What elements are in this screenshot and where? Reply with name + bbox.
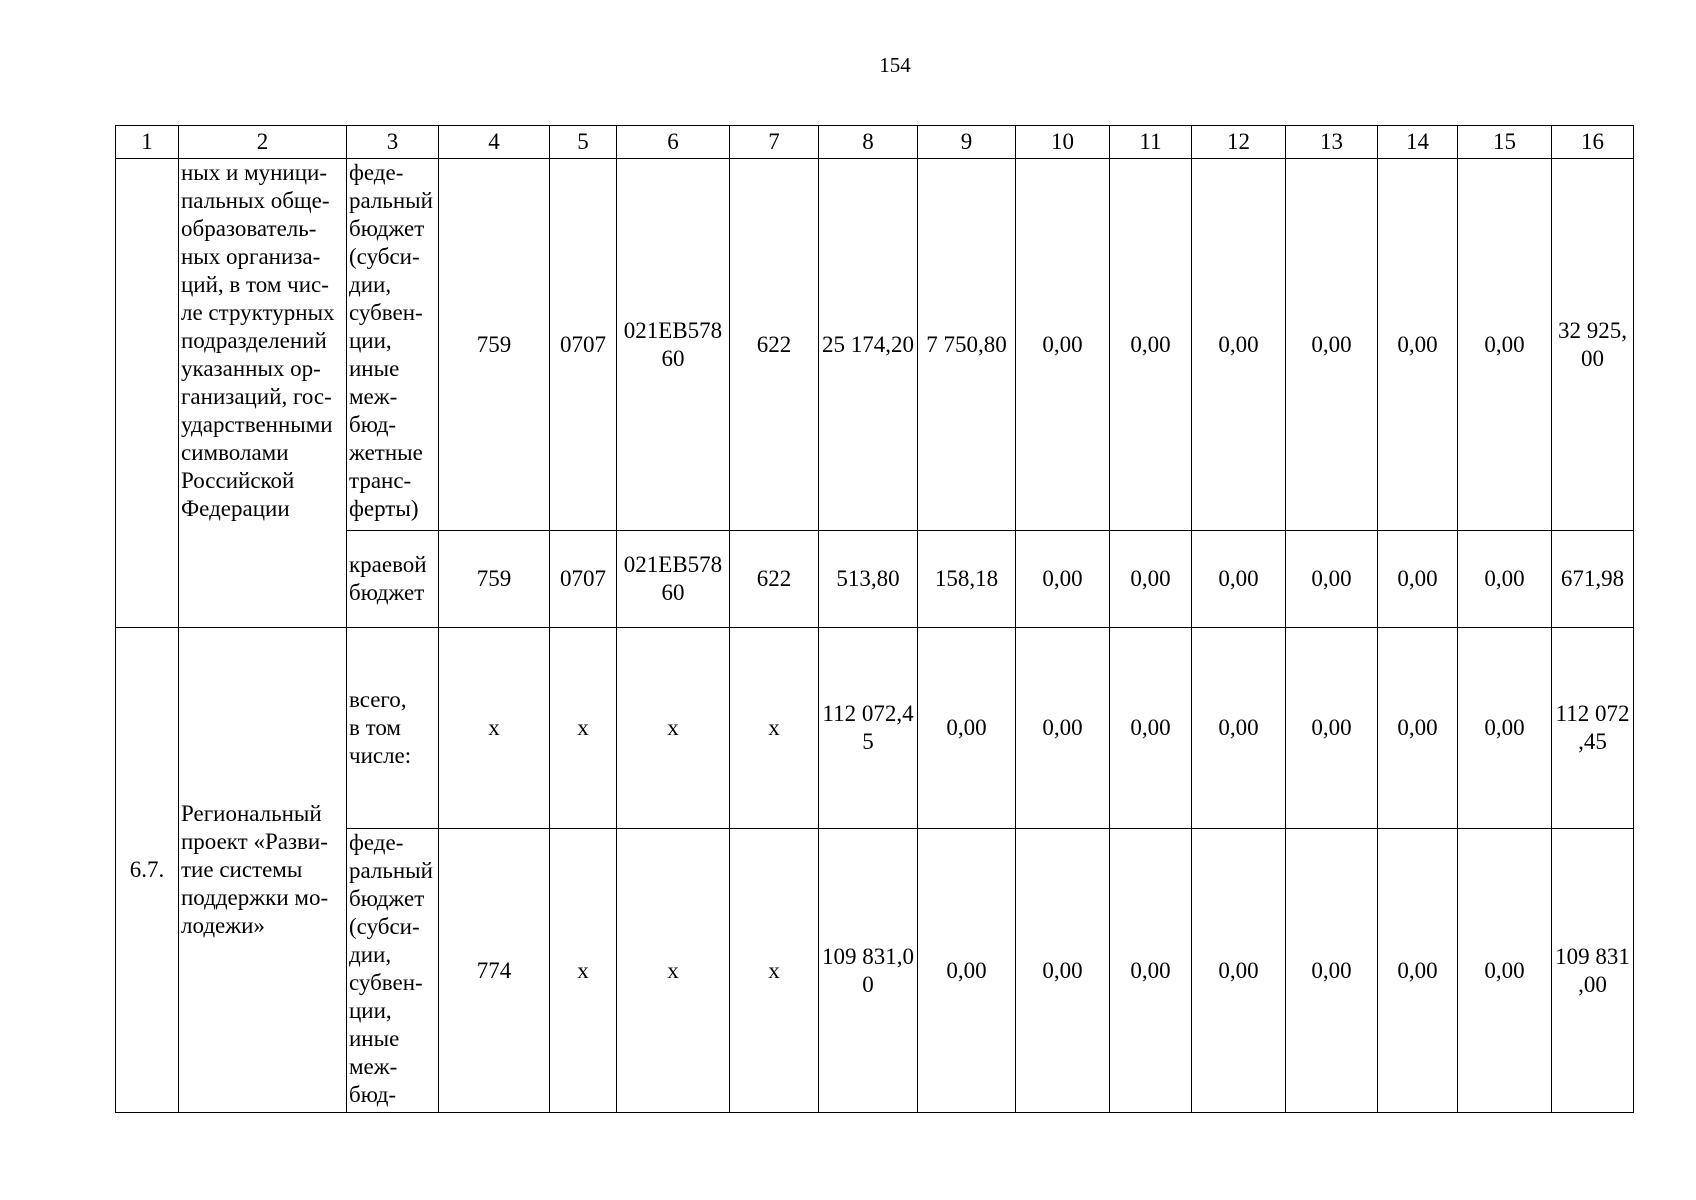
amount-cell: 0,00 xyxy=(1110,829,1192,1113)
amount-cell: 0,00 xyxy=(1016,159,1110,531)
amount-cell: 0,00 xyxy=(1378,628,1458,829)
page-number: 154 xyxy=(879,53,911,77)
header-cell: 5 xyxy=(550,126,617,159)
amount-cell: 0,00 xyxy=(918,829,1016,1113)
amount-cell: 0,00 xyxy=(1378,829,1458,1113)
funding-source-cell: феде- ральный бюджет (субси- дии, субвен- ции, иные меж- бюд- xyxy=(347,829,439,1113)
code-cell: 759 xyxy=(439,159,550,531)
amount-cell: 0,00 xyxy=(1016,531,1110,628)
row-number-cell xyxy=(116,159,179,628)
header-cell: 13 xyxy=(1286,126,1378,159)
code-cell: х xyxy=(550,829,617,1113)
amount-cell: 0,00 xyxy=(918,628,1016,829)
amount-cell: 158,18 xyxy=(918,531,1016,628)
funding-source-cell: всего, в том числе: xyxy=(347,628,439,829)
amount-cell: 109 831,0 0 xyxy=(819,829,918,1113)
amount-cell: 0,00 xyxy=(1286,531,1378,628)
code-cell: х xyxy=(730,628,819,829)
amount-cell: 0,00 xyxy=(1110,159,1192,531)
amount-cell: 0,00 xyxy=(1286,829,1378,1113)
amount-cell: 513,80 xyxy=(819,531,918,628)
amount-cell: 112 072,4 5 xyxy=(819,628,918,829)
header-cell: 1 xyxy=(116,126,179,159)
amount-cell: 0,00 xyxy=(1286,628,1378,829)
header-cell: 12 xyxy=(1192,126,1286,159)
code-cell: х xyxy=(439,628,550,829)
table-row xyxy=(116,159,1634,531)
header-cell: 15 xyxy=(1458,126,1552,159)
total-cell: 671,98 xyxy=(1552,531,1634,628)
header-cell: 7 xyxy=(730,126,819,159)
code-cell: х xyxy=(617,628,730,829)
header-cell: 3 xyxy=(347,126,439,159)
code-cell: 774 xyxy=(439,829,550,1113)
amount-cell: 0,00 xyxy=(1458,531,1552,628)
amount-cell: 0,00 xyxy=(1458,628,1552,829)
amount-cell: 0,00 xyxy=(1458,159,1552,531)
code-cell: х xyxy=(730,829,819,1113)
header-cell: 9 xyxy=(918,126,1016,159)
header-cell: 6 xyxy=(617,126,730,159)
budget-table xyxy=(115,125,1634,1113)
amount-cell: 0,00 xyxy=(1458,829,1552,1113)
code-cell: х xyxy=(550,628,617,829)
code-cell: 021ЕВ578 60 xyxy=(617,531,730,628)
amount-cell: 25 174,20 xyxy=(819,159,918,531)
amount-cell: 0,00 xyxy=(1192,531,1286,628)
amount-cell: 0,00 xyxy=(1016,628,1110,829)
header-cell: 11 xyxy=(1110,126,1192,159)
header-cell: 8 xyxy=(819,126,918,159)
header-cell: 14 xyxy=(1378,126,1458,159)
row-number-cell: 6.7. xyxy=(116,628,179,1113)
measure-name-cell: Региональный проект «Разви- тие системы поддержки мо- лодежи» xyxy=(179,628,347,1113)
amount-cell: 0,00 xyxy=(1192,829,1286,1113)
table-row xyxy=(116,628,1634,829)
amount-cell: 0,00 xyxy=(1192,159,1286,531)
amount-cell: 0,00 xyxy=(1016,829,1110,1113)
amount-cell: 0,00 xyxy=(1378,531,1458,628)
amount-cell: 0,00 xyxy=(1110,531,1192,628)
amount-cell: 0,00 xyxy=(1378,159,1458,531)
table-header-row xyxy=(116,126,1634,159)
total-cell: 109 831 ,00 xyxy=(1552,829,1634,1113)
funding-source-cell: феде- ральный бюджет (субси- дии, субвен- ции, иные меж- бюд- жетные транс- ферты) xyxy=(347,159,439,531)
funding-source-cell: краевой бюджет xyxy=(347,531,439,628)
code-cell: 622 xyxy=(730,531,819,628)
code-cell: 021ЕВ578 60 xyxy=(617,159,730,531)
code-cell: х xyxy=(617,829,730,1113)
code-cell: 0707 xyxy=(550,159,617,531)
header-cell: 10 xyxy=(1016,126,1110,159)
measure-name-cell: ных и муници- пальных обще- образователь- ных организа- ций, в том чис- ле структурных подразделений указанных ор- ганизаций, гос- ударственными символами Российской Федерации xyxy=(179,159,347,628)
code-cell: 0707 xyxy=(550,531,617,628)
header-cell: 2 xyxy=(179,126,347,159)
code-cell: 759 xyxy=(439,531,550,628)
amount-cell: 0,00 xyxy=(1286,159,1378,531)
total-cell: 32 925, 00 xyxy=(1552,159,1634,531)
code-cell: 622 xyxy=(730,159,819,531)
amount-cell: 0,00 xyxy=(1192,628,1286,829)
header-cell: 4 xyxy=(439,126,550,159)
amount-cell: 7 750,80 xyxy=(918,159,1016,531)
header-cell: 16 xyxy=(1552,126,1634,159)
amount-cell: 0,00 xyxy=(1110,628,1192,829)
total-cell: 112 072 ,45 xyxy=(1552,628,1634,829)
